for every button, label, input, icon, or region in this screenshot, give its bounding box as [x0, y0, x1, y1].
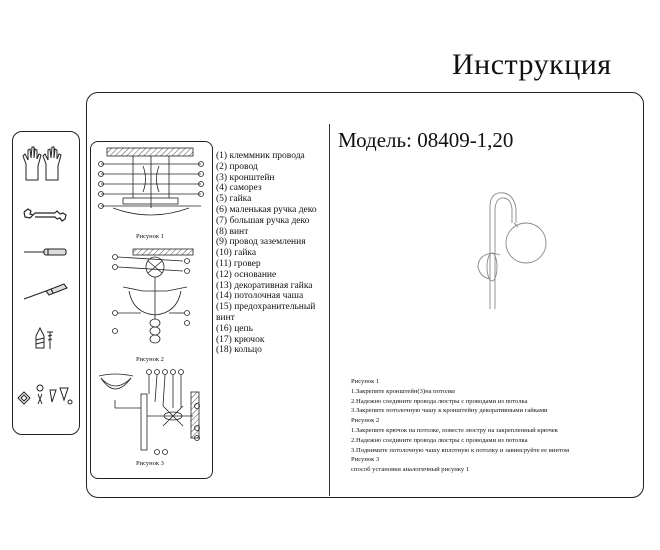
legend-item: (9) провод заземления: [216, 237, 306, 248]
legend-item: (13) декоративная гайка: [216, 280, 313, 291]
legend-item: (8) винт: [216, 226, 249, 237]
figure-3-label: Рисунок 3: [136, 460, 164, 467]
legend-item: (18) кольцо: [216, 345, 262, 356]
figure-2-drawing: [93, 247, 208, 357]
model-name: Модель: 08409-1,20: [338, 128, 514, 152]
note-line: Рисунок 1: [351, 378, 380, 385]
note-line: 1.Закрепите крючок на потолке, повесте люстру на закрепленный крючек: [351, 426, 558, 434]
lamp-sketch: [470, 185, 560, 325]
legend-item: (10) гайка: [216, 248, 257, 259]
legend-item: (14) потолочная чаша: [216, 291, 304, 302]
legend-item: (5) гайка: [216, 194, 252, 205]
parts-legend: [216, 151, 326, 356]
flat-screwdriver-icon: [22, 246, 70, 258]
note-line: Рисунок 2: [351, 417, 380, 425]
figure-1-drawing: [93, 144, 208, 239]
note-line: способ установки аналогичный рисунку 1: [351, 466, 470, 474]
note-line: 3.Поднимите потолочную чашу вплотную к потолку и завинсруйте ее винтом: [351, 446, 569, 454]
figure-1-label: Рисунок 1: [136, 233, 164, 240]
note-line: Рисунок 3: [351, 456, 380, 464]
note-line: 2.Надежно соедините провода люстры с проводами из потолка: [351, 436, 528, 444]
column-divider: [329, 124, 330, 496]
legend-item: (3) кронштейн: [216, 172, 275, 183]
legend-item: (7) большая ручка деко: [216, 215, 310, 226]
note-line: 2.Надежно соедините провода люстры с проводами из потолка: [351, 397, 528, 405]
legend-item: (16) цепь: [216, 323, 253, 334]
wrench-icon: [22, 206, 68, 224]
legend-item: (15) предохранительный: [216, 302, 316, 313]
page-title: Инструкция: [452, 48, 612, 81]
legend-item: (12) основание: [216, 269, 277, 280]
legend-item: винт: [216, 312, 235, 323]
legend-item: (4) саморез: [216, 183, 262, 194]
installation-notes: [351, 377, 631, 475]
legend-item: (17) крючок: [216, 334, 265, 345]
gloves-icon: [20, 142, 70, 182]
legend-item: (6) маленькая ручка деко: [216, 204, 317, 215]
phillips-screwdriver-icon: [22, 282, 70, 302]
note-line: 3.Закрепите потолочную чашу к кронштейну декоративными гайками: [351, 407, 548, 415]
note-line: 1.Закрепите кронштейн(3)на потолке: [351, 387, 456, 395]
legend-item: (1) клеммник провода: [216, 151, 305, 161]
figure-2-label: Рисунок 2: [136, 356, 164, 363]
legend-item: (11) гровер: [216, 258, 261, 269]
figure-3-drawing: [93, 366, 208, 458]
legend-item: (2) провод: [216, 161, 258, 172]
fasteners-icon: [16, 380, 74, 408]
dowel-screw-icon: [30, 322, 62, 352]
